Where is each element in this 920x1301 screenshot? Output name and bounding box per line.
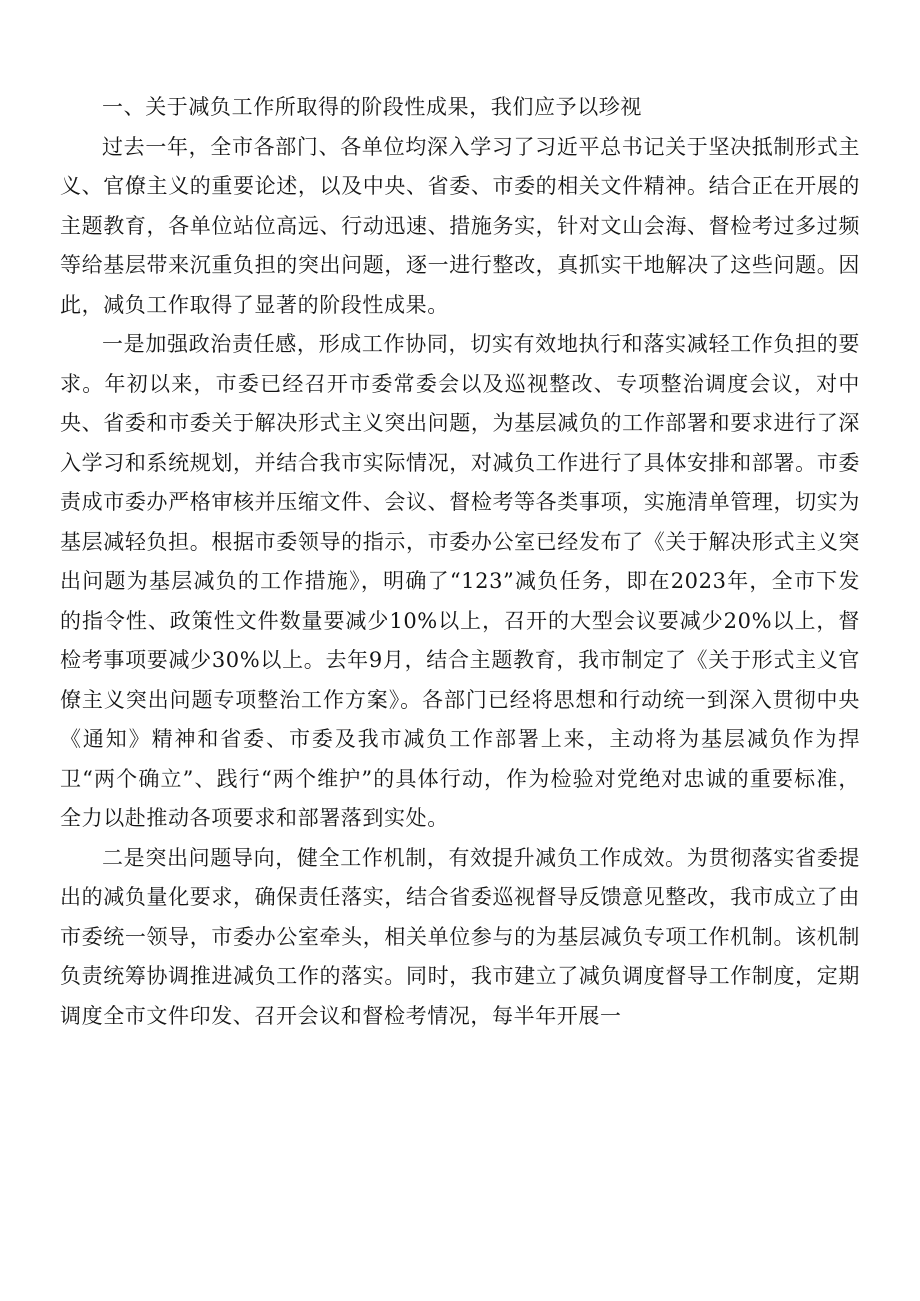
paragraph-point-one: 一是加强政治责任感，形成工作协同，切实有效地执行和落实减轻工作负担的要求。年初以来，市委已经召开市委常委会以及巡视整改、专项整治调度会议，对中央、省委和市委关于解决形式主义突出问题，为基层减负的工作部署和要求进行了深入学习和系统规划，并结合我市实际情况，对减负工作进行了具体安排和部署。市委责成市委办严格审核并压缩文件、会议、督检考等各类事项，实施清单管理，切实为基层减轻负担。根据市委领导的指示，市委办公室已经发布了《关于解决形式主义突出问题为基层减负的工作措施》，明确了“123”减负任务，即在2023年，全市下发的指令性、政策性文件数量要减少10%以上，召开的大型会议要减少20%以上，督检考事项要减少30%以上。去年9月，结合主题教育，我市制定了《关于形式主义官僚主义突出问题专项整治工作方案》。各部门已经将思想和行动统一到深入贯彻中央《通知》精神和省委、市委及我市减负工作部署上来，主动将为基层减负作为捍卫“两个确立”、践行“两个维护”的具体行动，作为检验对党绝对忠诚的重要标准，全力以赴推动各项要求和部署落到实处。 xyxy=(60,332,860,830)
paragraph-point-two: 二是突出问题导向，健全工作机制，有效提升减负工作成效。为贯彻落实省委提出的减负量化要求，确保责任落实，结合省委巡视督导反馈意见整改，我市成立了由市委统一领导，市委办公室牵头，相关单位参与的为基层减负专项工作机制。该机制负责统筹协调推进减负工作的落实。同时，我市建立了减负调度督导工作制度，定期调度全市文件印发、召开会议和督检考情况，每半年开展一 xyxy=(60,845,860,1028)
paragraph-intro: 过去一年，全市各部门、各单位均深入学习了习近平总书记关于坚决抵制形式主义、官僚主义的重要论述，以及中央、省委、市委的相关文件精神。结合正在开展的主题教育，各单位站位高远、行动迅速、措施务实，针对文山会海、督检考过多过频等给基层带来沉重负担的突出问题，逐一进行整改，真抓实干地解决了这些问题。因此，减负工作取得了显著的阶段性成果。 xyxy=(60,134,860,317)
document-page xyxy=(60,88,860,1036)
section-heading: 一、关于减负工作所取得的阶段性成果，我们应予以珍视 xyxy=(102,95,642,119)
